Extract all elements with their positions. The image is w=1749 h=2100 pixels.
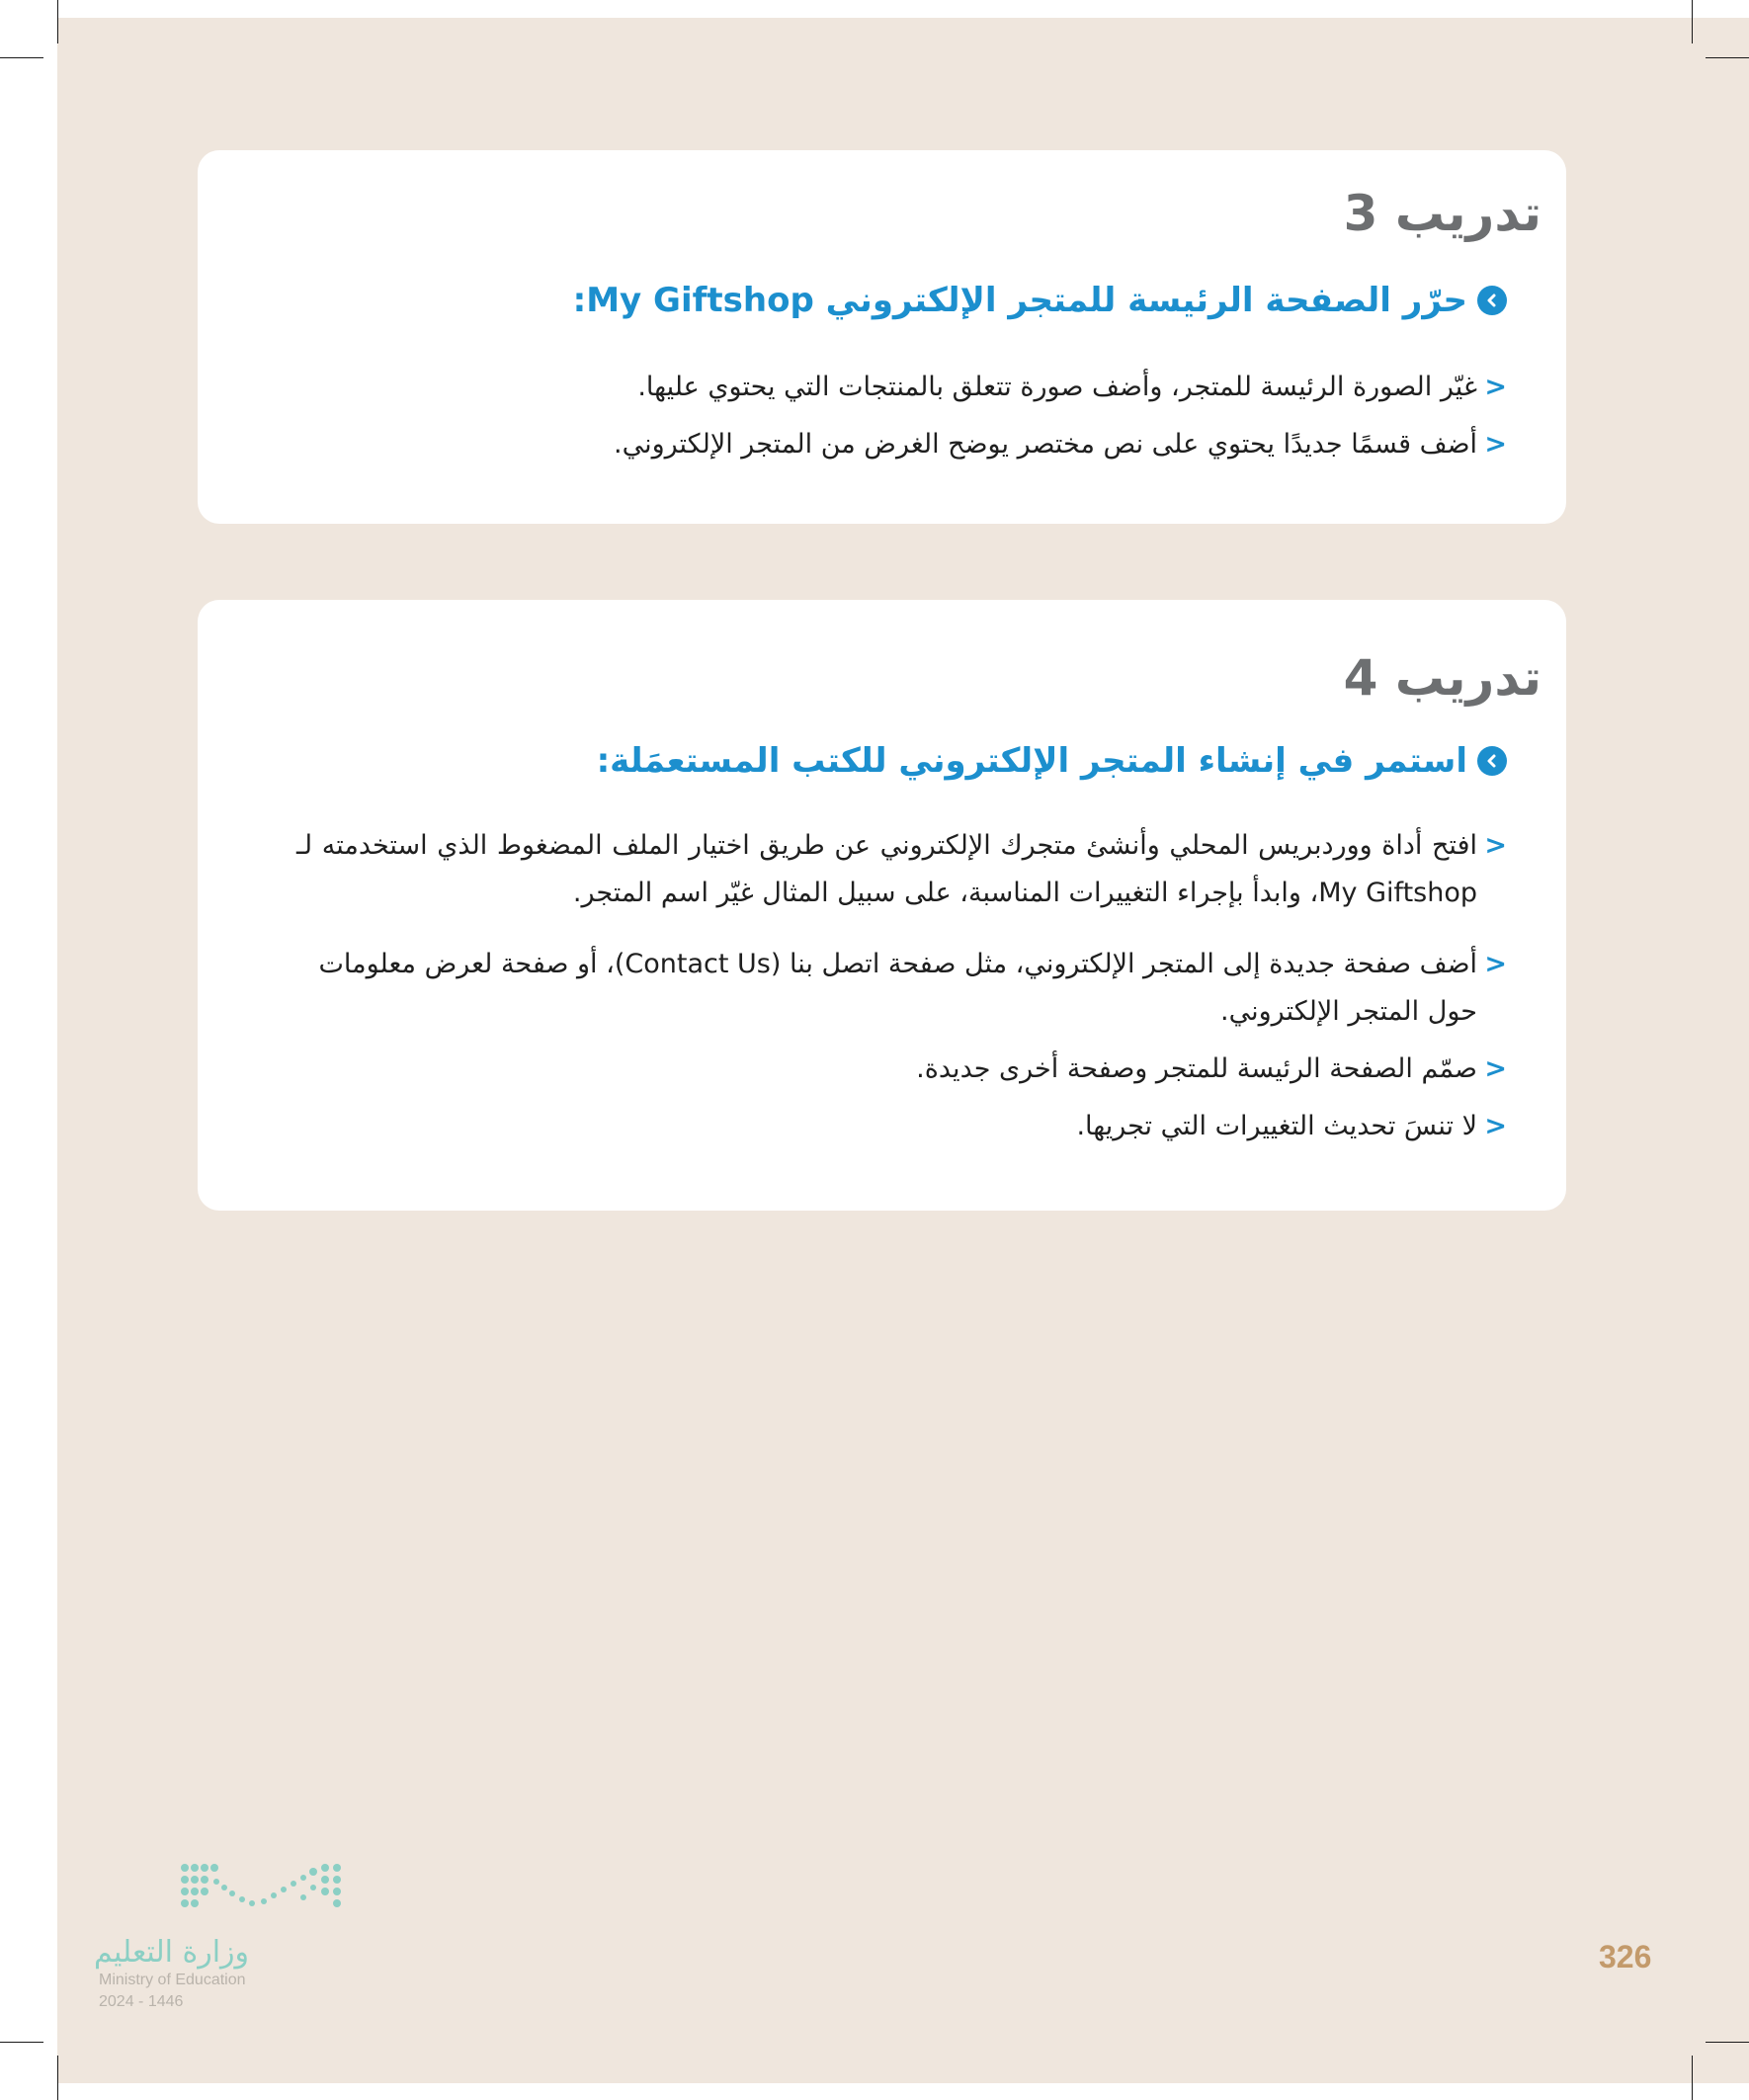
crop-mark <box>1706 57 1749 58</box>
bullet-chevron-icon: < <box>1484 830 1507 861</box>
crop-mark <box>57 2056 58 2100</box>
ministry-logo <box>94 1858 351 2016</box>
list-item <box>296 1103 1507 1150</box>
exercise-4-bullet-list <box>296 822 1507 1150</box>
exercise-4-title: تدريب 4 <box>1343 649 1541 707</box>
list-item <box>296 421 1507 468</box>
exercise-4-card <box>198 600 1566 1211</box>
crop-mark <box>57 0 58 43</box>
list-item <box>296 1046 1507 1093</box>
crop-mark <box>1692 0 1693 43</box>
bullet-chevron-icon: < <box>1484 949 1507 979</box>
exercise-3-title: تدريب 3 <box>1343 185 1541 242</box>
bullet-text: افتح أداة ووردبريس المحلي وأنشئ متجرك الإلكتروني عن طريق اختيار الملف المضغوط الذي استخدمته لـ My Giftshop، وابدأ بإجراء التغييرات المناسبة، على سبيل المثال غيّر اسم المتجر. <box>296 830 1477 908</box>
list-item <box>296 822 1507 917</box>
bullet-text: أضف قسمًا جديدًا يحتوي على نص مختصر يوضح الغرض من المتجر الإلكتروني. <box>614 429 1477 460</box>
ministry-name-arabic: وزارة التعليم <box>94 1935 250 1970</box>
exercise-3-subtitle-text: حرّر الصفحة الرئيسة للمتجر الإلكتروني My Giftshop: <box>572 281 1467 320</box>
bullet-text: غيّر الصورة الرئيسة للمتجر، وأضف صورة تتعلق بالمنتجات التي يحتوي عليها. <box>637 372 1477 402</box>
exercise-3-subtitle <box>573 281 1507 320</box>
chevron-left-icon <box>1477 746 1507 776</box>
crop-mark <box>1692 2056 1693 2100</box>
bullet-text: لا تنسَ تحديث التغييرات التي تجريها. <box>1076 1111 1477 1141</box>
page-number: 326 <box>1599 1939 1652 1974</box>
exercise-3-bullet-list <box>296 364 1507 468</box>
bullet-text: صمّم الصفحة الرئيسة للمتجر وصفحة أخرى جديدة. <box>916 1053 1477 1084</box>
ministry-name-english: Ministry of Education <box>99 1972 246 1988</box>
exercise-4-subtitle <box>597 741 1507 781</box>
chevron-left-icon <box>1477 286 1507 315</box>
crop-mark <box>0 2042 43 2043</box>
exercise-3-card <box>198 150 1566 524</box>
ministry-logo-dots-icon <box>94 1858 351 1927</box>
crop-mark <box>0 57 43 58</box>
list-item <box>296 364 1507 411</box>
crop-mark <box>1706 2042 1749 2043</box>
bullet-text: أضف صفحة جديدة إلى المتجر الإلكتروني، مثل صفحة اتصل بنا (Contact Us)، أو صفحة لعرض معلومات حول المتجر الإلكتروني. <box>318 949 1477 1027</box>
ministry-year: 2024 - 1446 <box>99 1993 184 2010</box>
exercise-4-subtitle-text: استمر في إنشاء المتجر الإلكتروني للكتب المستعمَلة: <box>596 741 1467 781</box>
bullet-chevron-icon: < <box>1484 1053 1507 1084</box>
bullet-chevron-icon: < <box>1484 1111 1507 1141</box>
bullet-chevron-icon: < <box>1484 429 1507 460</box>
bullet-chevron-icon: < <box>1484 372 1507 402</box>
list-item <box>296 941 1507 1036</box>
